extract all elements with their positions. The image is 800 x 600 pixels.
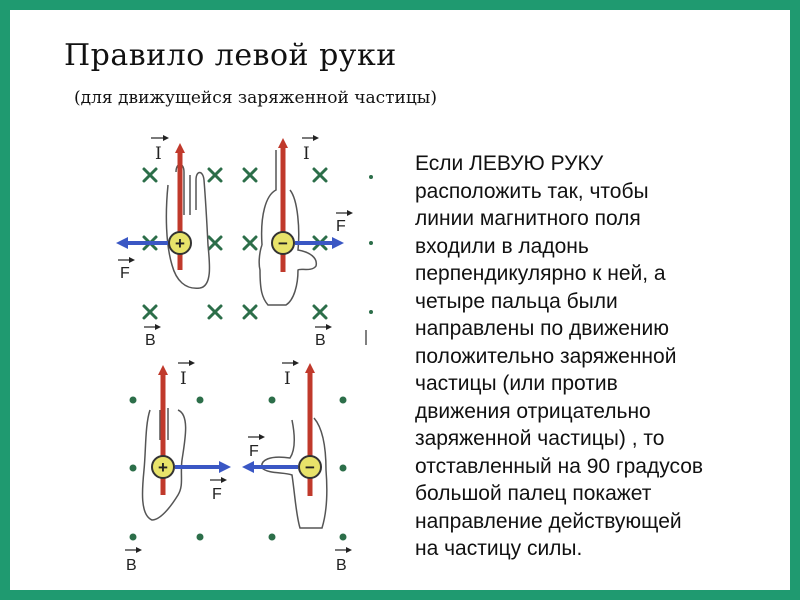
field-cross-mark — [244, 306, 256, 318]
field-label: B — [336, 557, 347, 574]
field-label: B — [315, 332, 326, 349]
negative-sign: − — [305, 458, 315, 477]
current-label: I — [303, 144, 310, 164]
positive-sign: + — [158, 458, 168, 477]
field-label: B — [145, 332, 156, 349]
field-dot-mark — [340, 397, 347, 404]
field-dot-mark — [269, 397, 276, 404]
field-cross-mark — [314, 169, 326, 181]
field-dot-mark — [269, 534, 276, 541]
field-dot-mark — [340, 534, 347, 541]
current-label: I — [284, 369, 291, 389]
current-label: I — [180, 369, 187, 389]
left-hand-outline — [259, 150, 316, 305]
slide-title: Правило левой руки — [64, 38, 397, 73]
field-cross-mark — [244, 237, 256, 249]
force-label: F — [120, 265, 130, 282]
diagram-positive-charge-field-out — [125, 363, 225, 574]
field-cross-mark — [314, 306, 326, 318]
diagram-positive-charge-field-in — [118, 138, 221, 349]
field-cross-mark — [209, 306, 221, 318]
field-cross-mark — [144, 306, 156, 318]
field-dot-mark — [197, 534, 204, 541]
force-label: F — [336, 218, 346, 235]
field-dot-mark — [197, 397, 204, 404]
field-cross-mark — [209, 237, 221, 249]
field-dot-mark — [130, 397, 137, 404]
field-cross-mark — [209, 169, 221, 181]
field-cross-mark — [244, 169, 256, 181]
force-label: F — [212, 486, 222, 503]
negative-sign: − — [278, 234, 288, 253]
positive-sign: + — [175, 234, 185, 253]
field-label: B — [126, 557, 137, 574]
diagram-negative-charge-field-in — [244, 138, 350, 349]
field-dot-mark — [340, 465, 347, 472]
slide-subtitle: (для движущейся заряженной частицы) — [74, 88, 437, 108]
cropped-field-marks — [366, 175, 373, 345]
left-hand-outline — [166, 165, 209, 289]
field-dot-mark — [130, 465, 137, 472]
diagram-negative-charge-field-out — [248, 363, 349, 574]
field-dot-mark — [130, 534, 137, 541]
rule-description: Если ЛЕВУЮ РУКУ расположить так, чтобы линии магнитного поля входили в ладонь перпендикулярно к ней, а четыре пальца были направлены по движению положительно заряженной частицы (или против движения отрицательно заряженной частицы) , то отставленный на 90 градусов большой палец покажет направление действующей на частицу силы. — [415, 152, 704, 560]
field-cross-mark — [144, 169, 156, 181]
current-label: I — [155, 144, 162, 164]
force-label: F — [249, 443, 259, 460]
